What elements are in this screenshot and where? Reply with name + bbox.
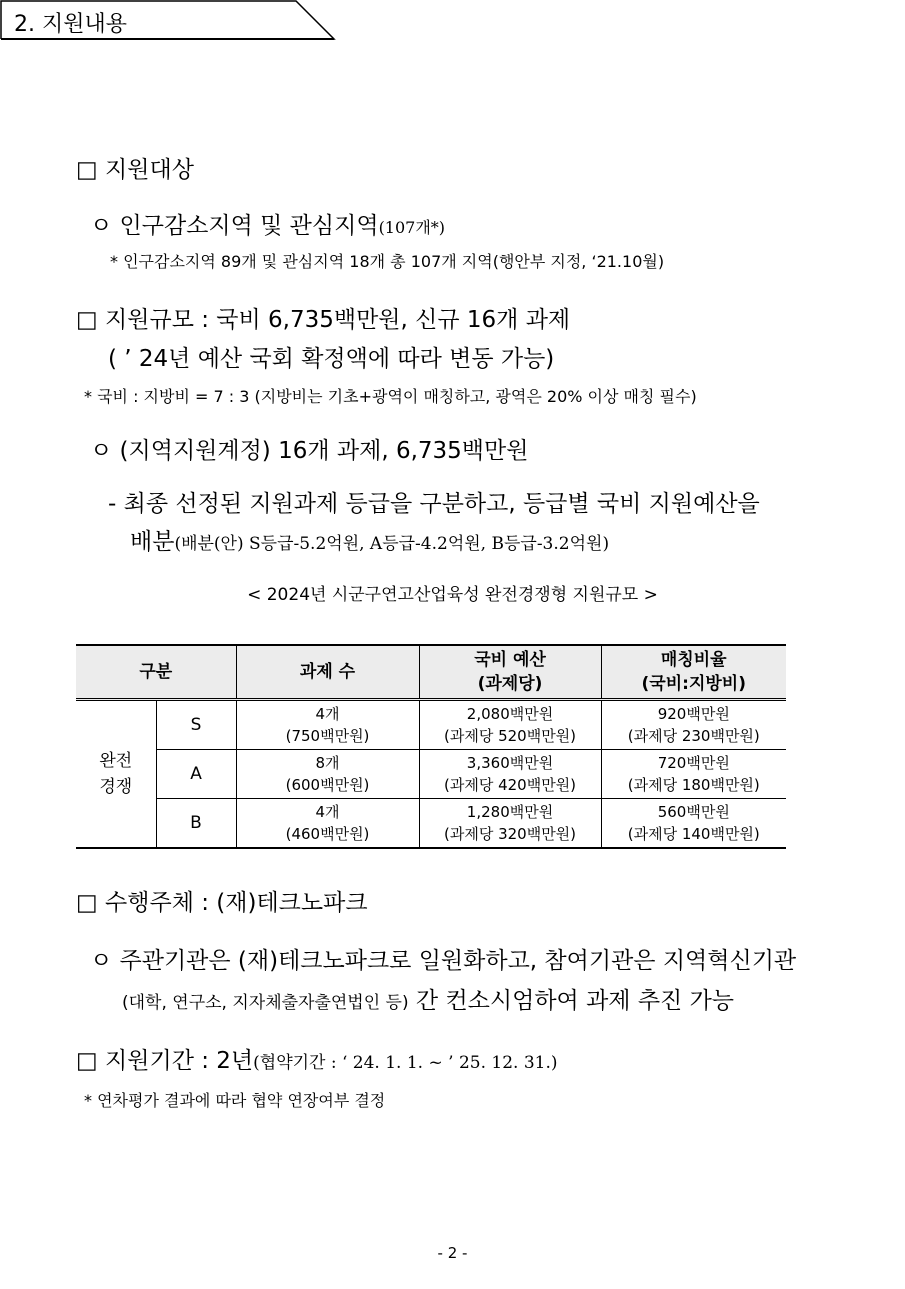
budget-value: 2,080백만원 bbox=[466, 705, 554, 723]
operator-item-main: 간 컨소시엄하여 과제 추진 가능 bbox=[408, 988, 735, 1014]
target-item-text: ㅇ 인구감소지역 및 관심지역 bbox=[90, 213, 379, 239]
header-category: 구분 bbox=[76, 645, 236, 700]
count-cell bbox=[236, 700, 419, 750]
budget-cell bbox=[419, 799, 601, 849]
table-caption: < 2024년 시군구연고산업육성 완전경쟁형 지원규모 > bbox=[247, 585, 658, 605]
scale-dash-line2 bbox=[130, 523, 609, 556]
operator-item-line1: ㅇ 주관기관은 (재)테크노파크로 일원화하고, 참여기관은 지역혁신기관 bbox=[90, 948, 797, 974]
count-value: 8개 bbox=[315, 754, 340, 772]
ratio-sub: (과제당 230백만원) bbox=[627, 727, 760, 745]
budget-sub: (과제당 520백만원) bbox=[443, 727, 577, 745]
ratio-value: 560백만원 bbox=[657, 803, 730, 821]
ratio-sub: (과제당 140백만원) bbox=[627, 825, 760, 843]
budget-table bbox=[76, 644, 786, 849]
period-note: * 연차평가 결과에 따라 협약 연장여부 결정 bbox=[84, 1091, 386, 1110]
group-label-l2: 경쟁 bbox=[99, 777, 133, 797]
grade-cell: B bbox=[156, 799, 236, 849]
target-note: * 인구감소지역 89개 및 관심지역 18개 총 107개 지역(행안부 지정, ‘21.10월) bbox=[110, 252, 665, 271]
scale-dash-line1: - 최종 선정된 지원과제 등급을 구분하고, 등급별 국비 지원예산을 bbox=[108, 491, 760, 517]
ratio-cell bbox=[601, 700, 786, 750]
count-value: 4개 bbox=[315, 803, 340, 821]
count-value: 4개 bbox=[315, 705, 340, 723]
operator-item-detail: (대학, 연구소, 지자체출자출연법인 등) bbox=[122, 993, 409, 1013]
budget-cell bbox=[419, 700, 601, 750]
scale-dash-main: 배분 bbox=[130, 529, 175, 555]
scale-note: * 국비 : 지방비 = 7 : 3 (지방비는 기초+광역이 매칭하고, 광역은 20% 이상 매칭 필수) bbox=[84, 387, 697, 406]
period-heading-text: □ 지원기간 : 2년 bbox=[76, 1048, 254, 1074]
header-budget-l1: 국비 예산 bbox=[474, 650, 546, 670]
table-row bbox=[76, 799, 786, 849]
group-label-l1: 완전 bbox=[99, 751, 133, 771]
budget-sub: (과제당 420백만원) bbox=[443, 776, 577, 794]
page-number: - 2 - bbox=[437, 1244, 468, 1262]
grade-cell: S bbox=[156, 700, 236, 750]
operator-item-line2 bbox=[122, 982, 734, 1015]
header-ratio-l1: 매칭비율 bbox=[660, 650, 727, 670]
budget-value: 1,280백만원 bbox=[466, 803, 554, 821]
table-row bbox=[76, 750, 786, 799]
grade-cell: A bbox=[156, 750, 236, 799]
header-ratio-l2: (국비:지방비) bbox=[641, 674, 746, 694]
count-cell bbox=[236, 750, 419, 799]
table-row bbox=[76, 700, 786, 750]
budget-cell bbox=[419, 750, 601, 799]
ratio-sub: (과제당 180백만원) bbox=[627, 776, 760, 794]
header-budget bbox=[419, 645, 601, 700]
budget-value: 3,360백만원 bbox=[466, 754, 554, 772]
header-budget-l2: (과제당) bbox=[477, 674, 543, 694]
count-cell bbox=[236, 799, 419, 849]
ratio-cell bbox=[601, 799, 786, 849]
section-header bbox=[0, 0, 336, 40]
scale-dash-detail: (배분(안) S등급-5.2억원, A등급-4.2억원, B등급-3.2억원) bbox=[174, 534, 610, 554]
period-heading-detail: (협약기간 : ‘ 24. 1. 1. ~ ’ 25. 12. 31.) bbox=[253, 1053, 558, 1073]
operator-heading: □ 수행주체 : (재)테크노파크 bbox=[76, 890, 368, 916]
ratio-value: 920백만원 bbox=[657, 705, 730, 723]
header-count: 과제 수 bbox=[236, 645, 419, 700]
scale-heading-sub: ( ’ 24년 예산 국회 확정액에 따라 변동 가능) bbox=[108, 346, 555, 372]
budget-sub: (과제당 320백만원) bbox=[443, 825, 577, 843]
count-sub: (750백만원) bbox=[285, 727, 370, 745]
target-item bbox=[90, 207, 445, 240]
scale-heading: □ 지원규모 : 국비 6,735백만원, 신규 16개 과제 bbox=[76, 307, 571, 333]
count-sub: (460백만원) bbox=[285, 825, 370, 843]
count-sub: (600백만원) bbox=[285, 776, 370, 794]
group-label bbox=[76, 700, 156, 849]
ratio-value: 720백만원 bbox=[657, 754, 730, 772]
scale-item: ㅇ (지역지원계정) 16개 과제, 6,735백만원 bbox=[90, 438, 529, 464]
ratio-cell bbox=[601, 750, 786, 799]
header-ratio bbox=[601, 645, 786, 700]
table-header-row bbox=[76, 645, 786, 700]
target-item-suffix: (107개*) bbox=[378, 218, 446, 237]
period-heading bbox=[76, 1042, 558, 1075]
target-heading: □ 지원대상 bbox=[76, 157, 194, 183]
section-title: 2. 지원내용 bbox=[14, 12, 127, 37]
